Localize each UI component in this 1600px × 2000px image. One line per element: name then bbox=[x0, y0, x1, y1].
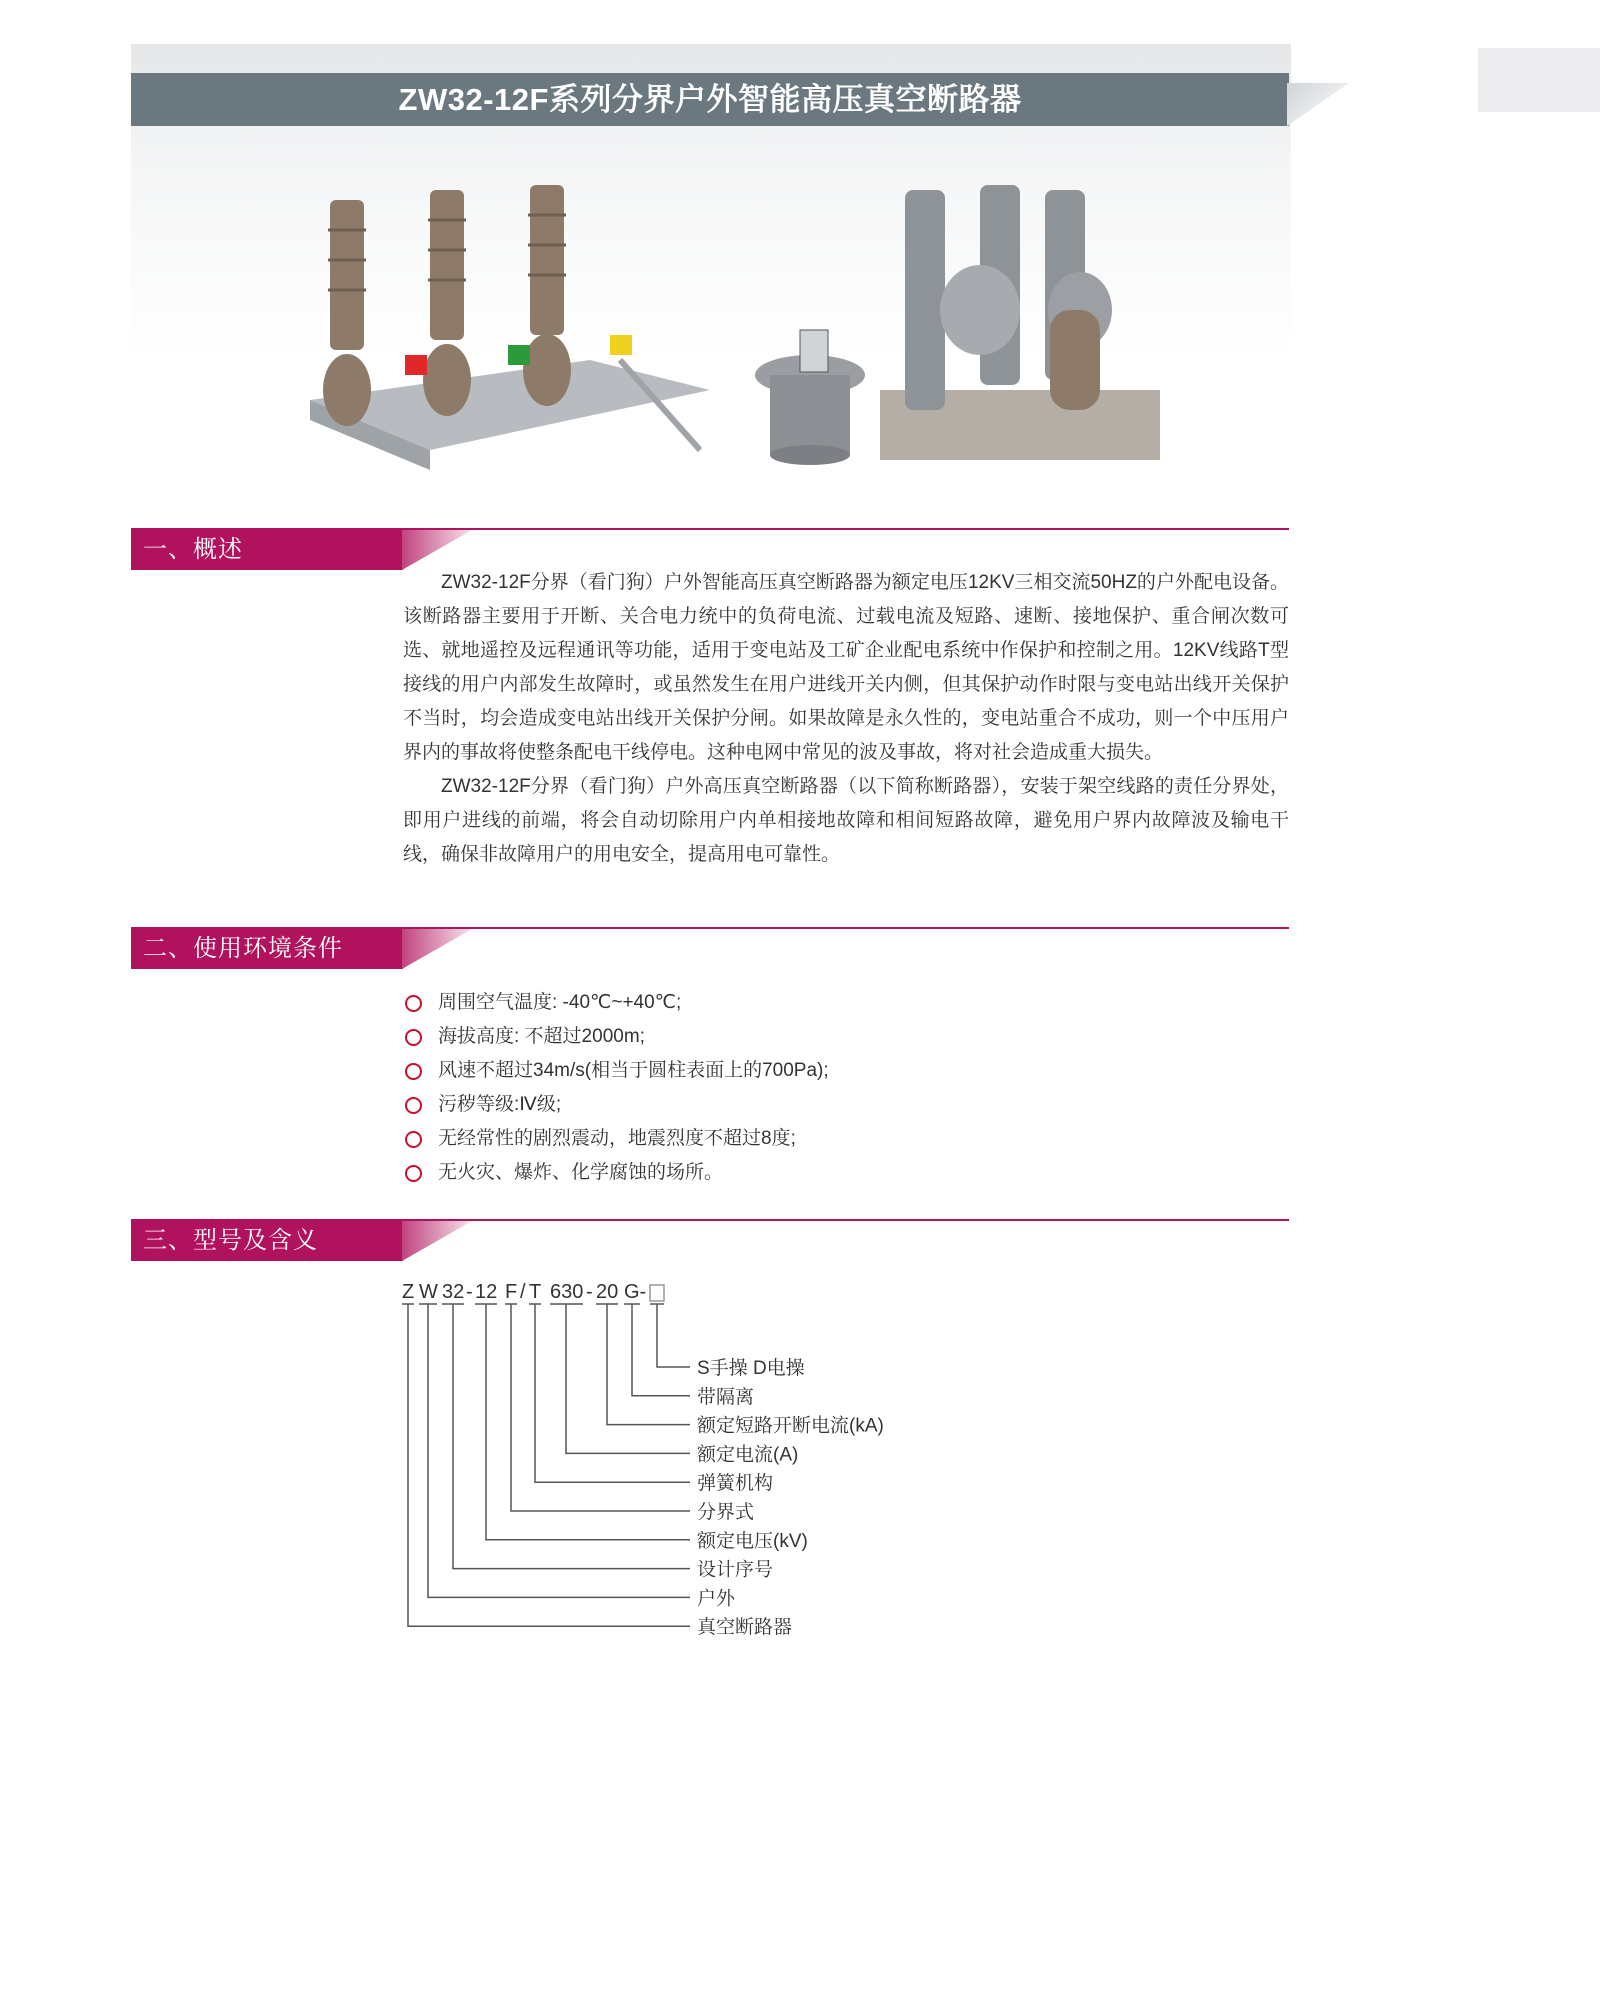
list-item: 海拔高度: 不超过2000m; bbox=[405, 1020, 829, 1054]
list-item: 污秽等级:Ⅳ级; bbox=[405, 1088, 829, 1122]
code-part: - bbox=[586, 1281, 593, 1303]
meaning-label: 额定电流(A) bbox=[697, 1444, 799, 1466]
code-part: F bbox=[505, 1281, 518, 1303]
overview-paragraph: ZW32-12F分界（看门狗）户外高压真空断路器（以下简称断路器），安装于架空线路的责任分界处，即用户进线的前端，将会自动切除用户内单相接地故障和相间短路故障，避免用户界内故障波及输电干线，确保非故障用户的用电安全，提高用电可靠性。 bbox=[403, 776, 1289, 865]
meaning-label: 设计序号 bbox=[697, 1559, 774, 1581]
leader-line bbox=[511, 1304, 690, 1511]
meaning-label: 户外 bbox=[697, 1588, 736, 1610]
list-item: 周围空气温度: -40℃~+40℃; bbox=[405, 986, 829, 1020]
code-part: 630 bbox=[550, 1281, 584, 1303]
code-part: Z bbox=[402, 1281, 415, 1303]
meaning-label: 分界式 bbox=[697, 1502, 755, 1523]
code-part: 20 bbox=[596, 1281, 619, 1303]
leader-line bbox=[428, 1304, 690, 1597]
overview-paragraph: ZW32-12F分界（看门狗）户外智能高压真空断路器为额定电压12KV三相交流50HZ的户外配电设备。该断路器主要用于开断、关合电力统中的负荷电流、过载电流及短路、速断、接地保护、重合闸次数可选、就地遥控及远程通讯等功能，适用于变电站及工矿企业配电系统中作保护和控制之用。12KV线路T型接线的用户内部发生故障时，或虽然发生在用户进线开关内侧，但其保护动作时限与变电站出线开关保护不当时，均会造成变电站出线开关保护分闸。如果故障是永久性的，变电站重合不成功，则一个中压用户界内的事故将使整条配电干线停电。这种电网中常见的波及事故，将对社会造成重大损失。 bbox=[403, 572, 1289, 763]
section-heading-model: 三、型号及含义 bbox=[131, 1221, 403, 1261]
code-part: T bbox=[529, 1281, 542, 1303]
meaning-label: 额定电压(kV) bbox=[697, 1530, 808, 1552]
meaning-label: 弹簧机构 bbox=[697, 1473, 774, 1495]
list-item: 无经常性的剧烈震动，地震烈度不超过8度; bbox=[405, 1122, 829, 1156]
meaning-label: 真空断路器 bbox=[697, 1617, 793, 1639]
leader-line bbox=[607, 1304, 690, 1425]
code-part: / bbox=[520, 1281, 526, 1303]
code-part: W bbox=[419, 1281, 438, 1303]
leader-line bbox=[486, 1304, 690, 1540]
leader-line bbox=[566, 1304, 690, 1453]
meaning-label: 带隔离 bbox=[697, 1386, 755, 1408]
code-part: 12 bbox=[475, 1281, 498, 1303]
code-part: 32 bbox=[442, 1281, 465, 1303]
meaning-label: 额定短路开断电流(kA) bbox=[697, 1415, 884, 1437]
code-part: - bbox=[466, 1281, 473, 1303]
placeholder-box bbox=[650, 1285, 664, 1301]
leader-line bbox=[535, 1304, 690, 1482]
code-part: G- bbox=[624, 1281, 647, 1303]
list-item: 风速不超过34m/s(相当于圆柱表面上的700Pa); bbox=[405, 1054, 829, 1088]
section-heading-overview: 一、概述 bbox=[131, 530, 403, 570]
section-heading-environment: 二、使用环境条件 bbox=[131, 929, 403, 969]
list-item: 无火灾、爆炸、化学腐蚀的场所。 bbox=[405, 1156, 829, 1190]
leader-line bbox=[453, 1304, 690, 1569]
leader-line bbox=[632, 1304, 690, 1396]
leader-line bbox=[657, 1304, 690, 1367]
page-title: ZW32-12F系列分界户外智能高压真空断路器 bbox=[131, 73, 1289, 126]
leader-line bbox=[408, 1304, 690, 1626]
meaning-label: S手操 D电操 bbox=[697, 1358, 805, 1379]
